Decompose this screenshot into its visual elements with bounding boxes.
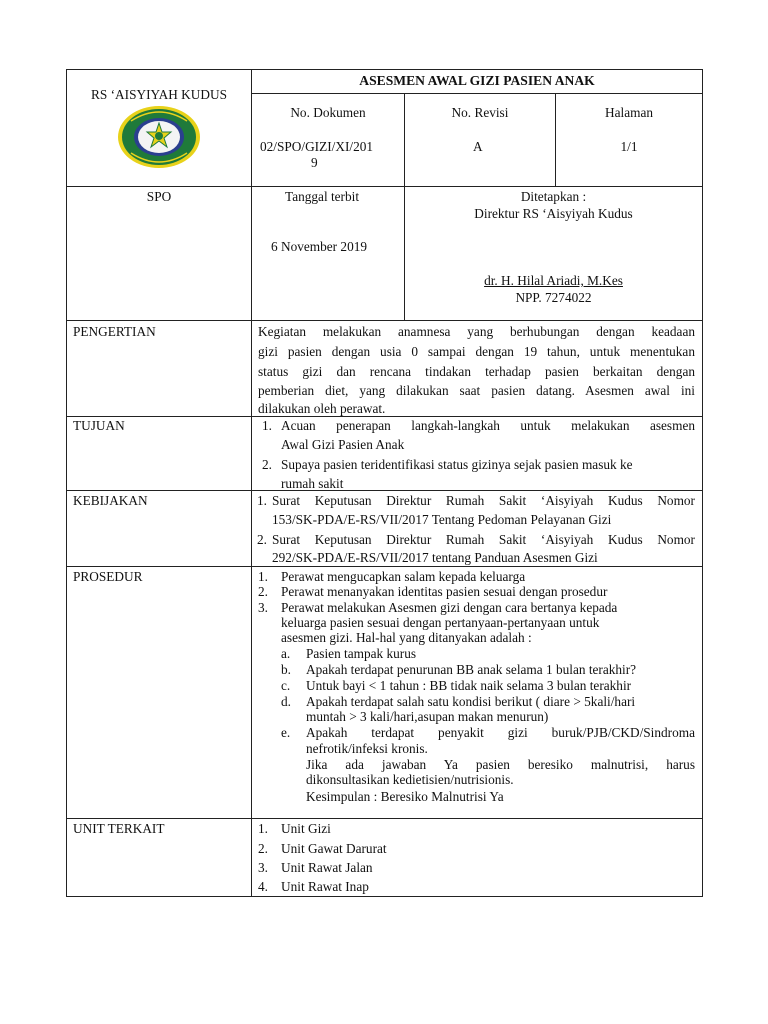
tujuan-item-cont: Awal Gizi Pasien Anak: [281, 437, 405, 452]
prosedur-step-cont: asesmen gizi. Hal-hal yang ditanyakan adalah :: [281, 630, 532, 645]
pengertian-line: pemberian diet, yang dilakukan saat pasien datang. Asesmen awal ini: [258, 383, 695, 398]
pengertian-line: dilakukan oleh perawat.: [258, 401, 386, 416]
spo-label: SPO: [146, 189, 172, 204]
sub-letter: b.: [281, 662, 291, 677]
issued-label: Tanggal terbit: [285, 189, 360, 204]
grid-line: [251, 93, 703, 94]
list-number: 1.: [257, 493, 267, 508]
signer-npp: NPP. 7274022: [515, 290, 592, 305]
page-label: Halaman: [605, 105, 653, 120]
list-number: 2.: [257, 532, 267, 547]
unit-item: Unit Gizi: [281, 821, 331, 836]
list-number: 2.: [262, 457, 272, 472]
hospital-logo: [117, 105, 201, 169]
revision-value: A: [473, 139, 483, 154]
tujuan-item: Acuan penerapan langkah-langkah untuk melakukan asesmen: [281, 418, 695, 433]
pengertian-line: Kegiatan melakukan anamnesa yang berhubungan dengan keadaan: [258, 324, 695, 339]
prosedur-substep-cont: nefrotik/infeksi kronis.: [306, 741, 428, 756]
prosedur-label: PROSEDUR: [73, 569, 143, 584]
grid-line: [66, 320, 703, 321]
grid-line: [66, 69, 703, 70]
tujuan-label: TUJUAN: [73, 418, 125, 433]
prosedur-step-cont: keluarga pasien sesuai dengan pertanyaan-pertanyaan untuk: [281, 615, 600, 630]
sub-letter: e.: [281, 725, 291, 740]
grid-line: [251, 69, 252, 897]
kebijakan-item-cont: 153/SK-PDA/E-RS/VII/2017 Tentang Pedoman Pelayanan Gizi: [272, 512, 612, 527]
kebijakan-item: Surat Keputusan Direktur Rumah Sakit ‘Aisyiyah Kudus Nomor: [272, 532, 695, 547]
sub-letter: c.: [281, 678, 291, 693]
prosedur-note-cont: dikonsultasikan kedietisien/nutrisionis.: [306, 772, 514, 787]
prosedur-step: Perawat menanyakan identitas pasien sesuai dengan prosedur: [281, 584, 608, 599]
doc-no-value: 02/SPO/GIZI/XI/201: [260, 139, 374, 154]
hospital-name: RS ‘AISYIYAH KUDUS: [91, 87, 227, 102]
kebijakan-item: Surat Keputusan Direktur Rumah Sakit ‘Aisyiyah Kudus Nomor: [272, 493, 695, 508]
prosedur-substep: Untuk bayi < 1 tahun : BB tidak naik selama 3 bulan terakhir: [306, 678, 632, 693]
pengertian-line: gizi pasien dengan usia 0 sampai dengan 19 tahun, untuk menentukan: [258, 344, 695, 359]
prosedur-conclusion: Kesimpulan : Beresiko Malnutrisi Ya: [306, 789, 504, 804]
unit-item: Unit Rawat Inap: [281, 879, 369, 894]
sub-letter: d.: [281, 694, 291, 709]
prosedur-substep: Apakah terdapat salah satu kondisi berikut ( diare > 5kali/hari: [306, 694, 636, 709]
list-number: 3.: [258, 860, 268, 875]
list-number: 2.: [258, 584, 268, 599]
document-title: ASESMEN AWAL GIZI PASIEN ANAK: [359, 73, 595, 88]
unit-item: Unit Gawat Darurat: [281, 841, 387, 856]
kebijakan-item-cont: 292/SK-PDA/E-RS/VII/2017 tentang Panduan Asesmen Gizi: [272, 550, 598, 565]
unit-terkait-label: UNIT TERKAIT: [73, 821, 165, 836]
list-number: 1.: [258, 569, 268, 584]
set-by-position: Direktur RS ‘Aisyiyah Kudus: [474, 206, 633, 221]
issued-date: 6 November 2019: [271, 239, 368, 254]
page-value: 1/1: [620, 139, 638, 154]
grid-line: [66, 818, 703, 819]
grid-line: [66, 566, 703, 567]
tujuan-item-cont: rumah sakit: [281, 476, 344, 491]
prosedur-substep: Pasien tampak kurus: [306, 646, 417, 661]
sub-letter: a.: [281, 646, 291, 661]
tujuan-item: Supaya pasien teridentifikasi status gizinya sejak pasien masuk ke: [281, 457, 633, 472]
list-number: 1.: [262, 418, 272, 433]
grid-line: [702, 69, 703, 897]
pengertian-label: PENGERTIAN: [73, 324, 156, 339]
grid-line: [66, 186, 703, 187]
list-number: 3.: [258, 600, 268, 615]
prosedur-step: Perawat melakukan Asesmen gizi dengan cara bertanya kepada: [281, 600, 618, 615]
prosedur-substep: Apakah terdapat penyakit gizi buruk/PJB/CKD/Sindroma: [306, 725, 695, 740]
list-number: 1.: [258, 821, 268, 836]
revision-label: No. Revisi: [451, 105, 509, 120]
grid-line: [66, 490, 703, 491]
signer-name: dr. H. Hilal Ariadi, M.Kes: [484, 273, 623, 288]
prosedur-note: Jika ada jawaban Ya pasien beresiko malnutrisi, harus: [306, 757, 695, 772]
list-number: 2.: [258, 841, 268, 856]
doc-no-value-cont: 9: [311, 155, 318, 170]
unit-item: Unit Rawat Jalan: [281, 860, 373, 875]
prosedur-substep-cont: muntah > 3 kali/hari,asupan makan menurun): [306, 709, 549, 724]
kebijakan-label: KEBIJAKAN: [73, 493, 148, 508]
set-by-label: Ditetapkan :: [520, 189, 587, 204]
prosedur-substep: Apakah terdapat penurunan BB anak selama 1 bulan terakhir?: [306, 662, 637, 677]
pengertian-line: status gizi dan rencana tindakan terhadap pasien berkaitan dengan: [258, 364, 695, 379]
list-number: 4.: [258, 879, 268, 894]
grid-line: [66, 896, 703, 897]
prosedur-step: Perawat mengucapkan salam kepada keluarga: [281, 569, 526, 584]
doc-no-label: No. Dokumen: [290, 105, 366, 120]
